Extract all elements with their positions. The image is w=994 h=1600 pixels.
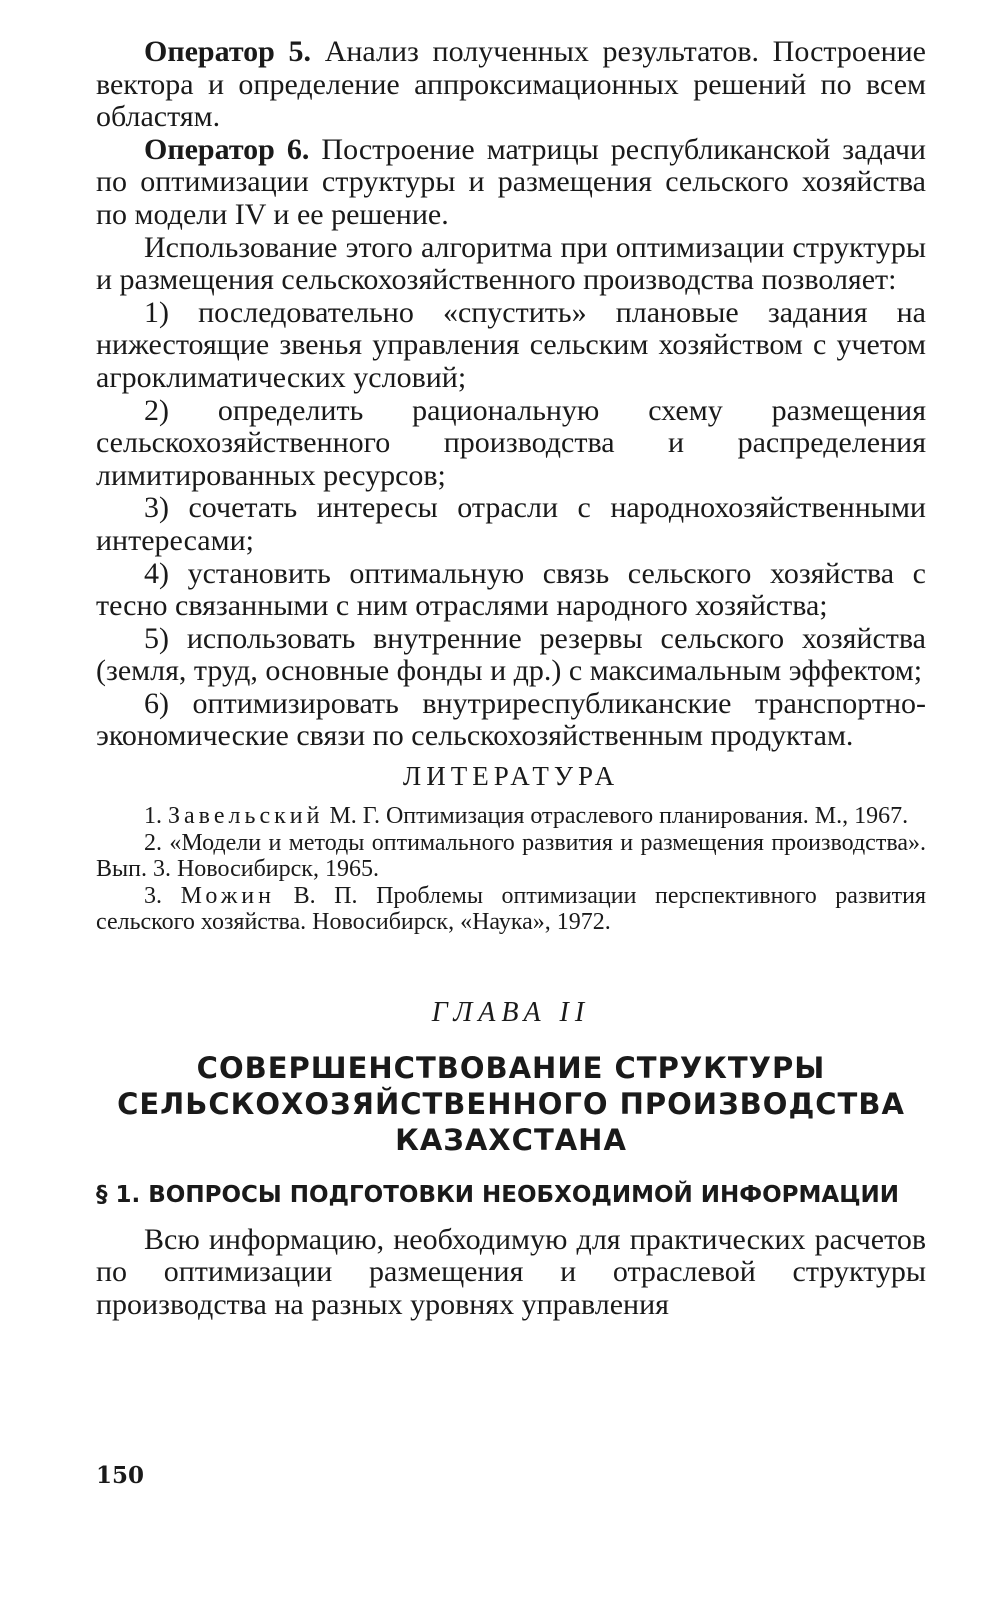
- reference-author: Можин: [180, 882, 275, 909]
- reference-number: 1.: [144, 803, 168, 830]
- chapter-title-line-2: СЕЛЬСКОХОЗЯЙСТВЕННОГО ПРОИЗВОДСТВА: [117, 1086, 905, 1121]
- list-item-3: 3) сочетать интересы отрасли с народнохозяйственными интересами;: [96, 491, 926, 557]
- chapter-title-line-3: КАЗАХСТАНА: [395, 1122, 627, 1157]
- reference-text: В. П. Проблемы оптимизации перспективного развития сельского хозяйства. Новосибирск, «Наука», 1972.: [96, 882, 926, 936]
- list-item-6: 6) оптимизировать внутриреспубликанские транспортно-экономические связи по сельскохозяйственным продуктам.: [96, 686, 926, 753]
- operator-5-label: Оператор 5.: [144, 35, 312, 68]
- reference-number: 3.: [144, 882, 181, 909]
- operator-6-label: Оператор 6.: [144, 132, 310, 166]
- reference-1: [96, 803, 926, 830]
- operator-6-text: Построение матрицы республиканской задачи по оптимизации структуры и размещения сельского хозяйства по модели IV и ее решение.: [96, 132, 926, 231]
- operator-6-paragraph: [96, 134, 926, 232]
- reference-text: М. Г. Оптимизация отраслевого планирования. М., 1967.: [323, 803, 909, 830]
- chapter-title: [96, 1050, 926, 1158]
- list-item-5: 5) использовать внутренние резервы сельского хозяйства (земля, труд, основные фонды и др.) с максимальным эффектом;: [96, 621, 926, 688]
- reference-text: «Модели и методы оптимального развития и размещения производства». Вып. 3. Новосибирск, 1965.: [96, 829, 926, 883]
- reference-3: [96, 883, 926, 936]
- section-title: § 1. ВОПРОСЫ ПОДГОТОВКИ НЕОБХОДИМОЙ ИНФОРМАЦИИ: [96, 1181, 900, 1208]
- list-item-2: 2) определить рациональную схему размещения сельскохозяйственного производства и распределения лимитированных ресурсов;: [96, 393, 926, 492]
- list-item-1: 1) последовательно «спустить» плановые задания на нижестоящие звенья управления сельским хозяйством с учетом агроклиматических условий;: [96, 295, 926, 394]
- section-paragraph: Всю информацию, необходимую для практических расчетов по оптимизации размещения и отраслевой структуры производства на разных уровнях управления: [96, 1222, 926, 1321]
- reference-2: [96, 830, 926, 883]
- operator-5-paragraph: [96, 36, 926, 134]
- literature-heading: ЛИТЕРАТУРА: [402, 761, 620, 792]
- list-item-4: 4) установить оптимальную связь сельского хозяйства с тесно связанными с ним отраслями народного хозяйства;: [96, 556, 926, 623]
- chapter-label: ГЛАВА II: [431, 996, 591, 1028]
- reference-author: Завельский: [168, 803, 324, 830]
- intro-paragraph: Использование этого алгоритма при оптимизации структуры и размещения сельскохозяйственного производства позволяет:: [96, 230, 926, 297]
- reference-number: 2.: [144, 829, 170, 856]
- page-number: 150: [96, 1462, 145, 1489]
- page-body: [96, 36, 926, 1321]
- chapter-title-line-1: СОВЕРШЕНСТВОВАНИЕ СТРУКТУРЫ: [196, 1050, 826, 1085]
- operator-5-text: Анализ полученных результатов. Построение вектора и определение аппроксимационных решений по всем областям.: [96, 35, 926, 134]
